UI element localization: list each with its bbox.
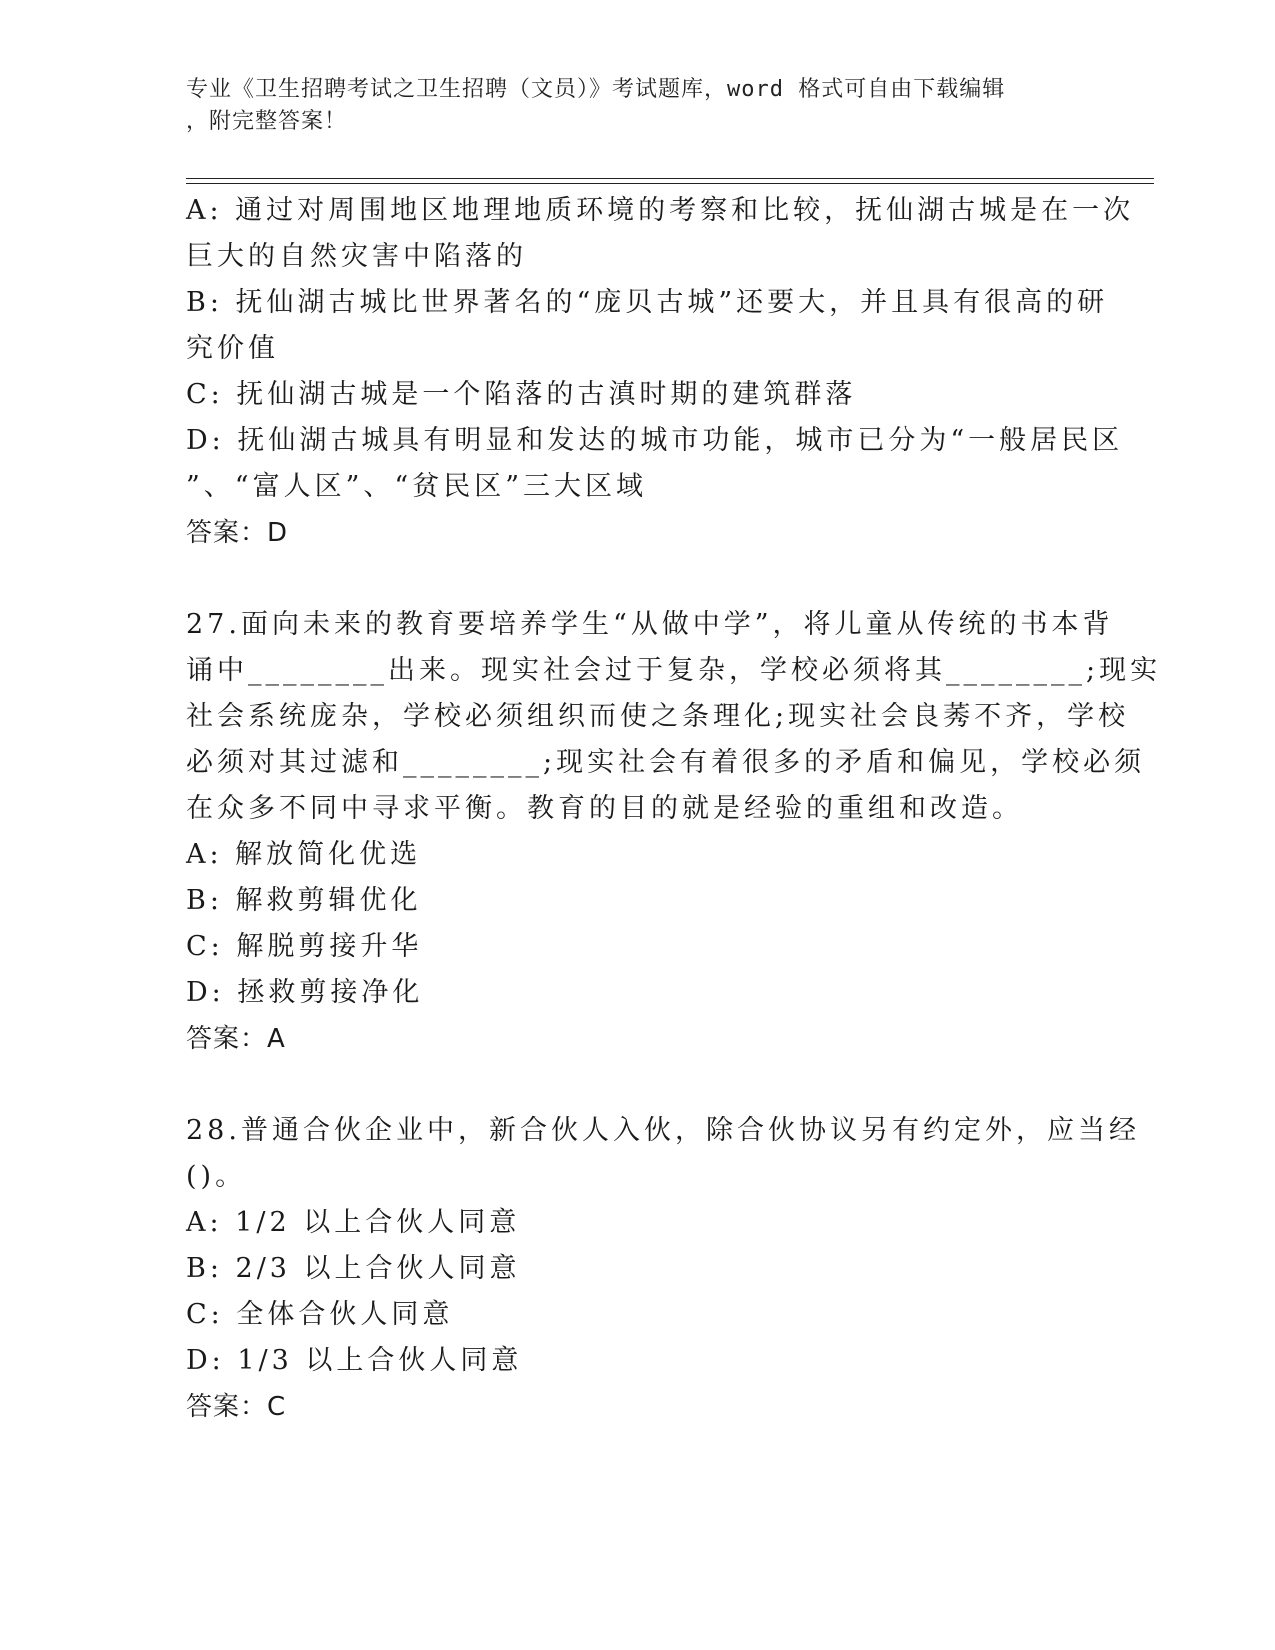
answer: 答案：A bbox=[186, 1024, 286, 1054]
question-stem-line-5: 在众多不同中寻求平衡。教育的目的就是经验的重组和改造。 bbox=[186, 793, 1023, 824]
header-rule-bottom bbox=[186, 183, 1154, 184]
spacer bbox=[186, 1062, 1086, 1108]
answer: 答案：D bbox=[186, 518, 289, 548]
question-stem-line-2: ()。 bbox=[186, 1161, 247, 1192]
option-b: B: 解救剪辑优化 bbox=[186, 885, 422, 916]
question-stem-line-3: 社会系统庞杂，学校必须组织而使之条理化;现实社会良莠不齐，学校 bbox=[186, 701, 1130, 732]
question-28 bbox=[186, 1108, 1140, 1430]
header-rule-top bbox=[186, 178, 1154, 179]
question-stem-line-2: 诵中________出来。现实社会过于复杂，学校必须将其________;现实 bbox=[186, 655, 1162, 686]
option-d: D: 1/3 以上合伙人同意 bbox=[186, 1345, 523, 1376]
option-d: D: 拯救剪接净化 bbox=[186, 977, 424, 1008]
option-c: C: 抚仙湖古城是一个陷落的古滇时期的建筑群落 bbox=[186, 379, 857, 410]
option-d-line-1: D: 抚仙湖古城具有明显和发达的城市功能，城市已分为“一般居民区 bbox=[186, 425, 1124, 456]
header-line-2: ，附完整答案！ bbox=[186, 109, 348, 134]
question-stem-line-1: 27.面向未来的教育要培养学生“从做中学”，将儿童从传统的书本背 bbox=[186, 609, 1114, 640]
option-a-line-2: 巨大的自然灾害中陷落的 bbox=[186, 241, 527, 272]
option-b: B: 2/3 以上合伙人同意 bbox=[186, 1253, 521, 1284]
spacer bbox=[186, 556, 1086, 602]
answer: 答案：C bbox=[186, 1392, 287, 1422]
question-27 bbox=[186, 602, 1162, 1062]
question-26 bbox=[186, 188, 1135, 556]
question-stem-line-4: 必须对其过滤和________;现实社会有着很多的矛盾和偏见，学校必须 bbox=[186, 747, 1146, 778]
option-a: A: 解放简化优选 bbox=[186, 839, 422, 870]
option-d-line-2: ”、“富人区”、“贫民区”三大区域 bbox=[186, 471, 648, 502]
option-b-line-2: 究价值 bbox=[186, 333, 279, 364]
page-header bbox=[186, 74, 1066, 138]
option-a: A: 1/2 以上合伙人同意 bbox=[186, 1207, 521, 1238]
header-line-1: 专业《卫生招聘考试之卫生招聘（文员）》考试题库，word 格式可自由下载编辑 bbox=[186, 77, 1006, 102]
question-content bbox=[186, 188, 1162, 1430]
option-b-line-1: B: 抚仙湖古城比世界著名的“庞贝古城”还要大，并且具有很高的研 bbox=[186, 287, 1109, 318]
question-stem-line-1: 28.普通合伙企业中，新合伙人入伙，除合伙协议另有约定外，应当经 bbox=[186, 1115, 1140, 1146]
option-a-line-1: A: 通过对周围地区地理地质环境的考察和比较，抚仙湖古城是在一次 bbox=[186, 195, 1135, 226]
option-c: C: 解脱剪接升华 bbox=[186, 931, 423, 962]
option-c: C: 全体合伙人同意 bbox=[186, 1299, 454, 1330]
